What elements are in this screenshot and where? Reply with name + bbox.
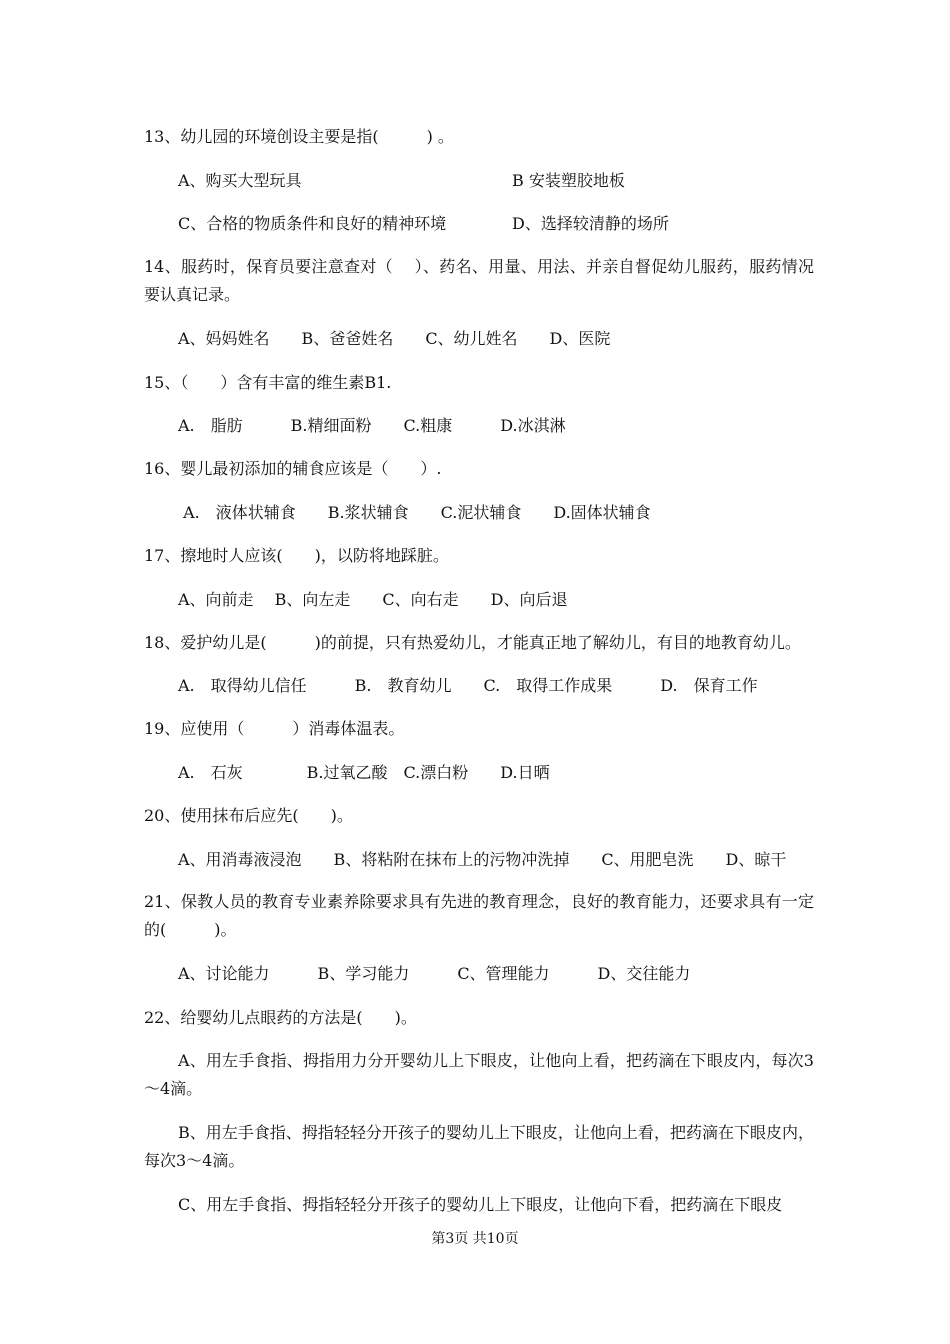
question-16-options: A. 液体状辅食 B.浆状辅食 C.泥状辅食 D.固体状辅食: [178, 503, 651, 522]
question-22-option-b: B、用左手食指、拇指轻轻分开孩子的婴幼儿上下眼皮，让他向上看，把药滴在下眼皮内，每次3～4滴。: [144, 1123, 814, 1170]
question-20-options: A、用消毒液浸泡 B、将粘附在抹布上的污物冲洗掉 C、用肥皂洗 D、晾干: [178, 850, 787, 869]
question-22-option-c: C、用左手食指、拇指轻轻分开孩子的婴幼儿上下眼皮，让他向下看，把药滴在下眼皮: [178, 1195, 783, 1214]
question-18-stem: 18、爱护幼儿是( )的前提，只有热爱幼儿，才能真正地了解幼儿，有目的地教育幼儿。: [144, 633, 801, 652]
question-13-option-b: B 安装塑胶地板: [512, 171, 625, 190]
question-17-stem: 17、擦地时人应该( )，以防将地踩脏。: [144, 546, 449, 565]
question-13-option-a: A、购买大型玩具: [178, 171, 302, 190]
question-22-option-a: A、用左手食指、拇指用力分开婴幼儿上下眼皮，让他向上看，把药滴在下眼皮内，每次3～4滴。: [144, 1051, 814, 1098]
question-13-stem: 13、幼儿园的环境创设主要是指( ) 。: [144, 127, 454, 146]
question-14-stem: 14、服药时，保育员要注意查对（ ）、药名、用量、用法、并亲自督促幼儿服药，服药情况要认真记录。: [144, 257, 814, 304]
question-21-options: A、讨论能力 B、学习能力 C、管理能力 D、交往能力: [178, 964, 691, 983]
question-13-option-d: D、选择较清静的场所: [512, 214, 669, 233]
question-18-options: A. 取得幼儿信任 B. 教育幼儿 C. 取得工作成果 D. 保育工作: [178, 676, 758, 695]
question-15-options: A. 脂肪 B.精细面粉 C.粗康 D.冰淇淋: [178, 416, 566, 435]
page-footer: 第3页 共10页: [431, 1231, 519, 1247]
question-13-option-c: C、合格的物质条件和良好的精神环境: [178, 214, 447, 233]
question-14-options: A、妈妈姓名 B、爸爸姓名 C、幼儿姓名 D、医院: [178, 329, 611, 348]
question-21-stem: 21、保教人员的教育专业素养除要求具有先进的教育理念，良好的教育能力，还要求具有一定的( )。: [144, 892, 814, 939]
question-19-stem: 19、应使用（ ）消毒体温表。: [144, 719, 405, 738]
question-15-stem: 15、（ ）含有丰富的维生素B1.: [144, 373, 392, 392]
question-19-options: A. 石灰 B.过氧乙酸 C.漂白粉 D.日晒: [178, 763, 550, 782]
question-20-stem: 20、使用抹布后应先( )。: [144, 806, 353, 825]
question-17-options: A、向前走 B、向左走 C、向右走 D、向后退: [178, 590, 568, 609]
question-16-stem: 16、婴儿最初添加的辅食应该是（ ）.: [144, 459, 442, 478]
question-22-stem: 22、给婴幼儿点眼药的方法是( )。: [144, 1008, 417, 1027]
